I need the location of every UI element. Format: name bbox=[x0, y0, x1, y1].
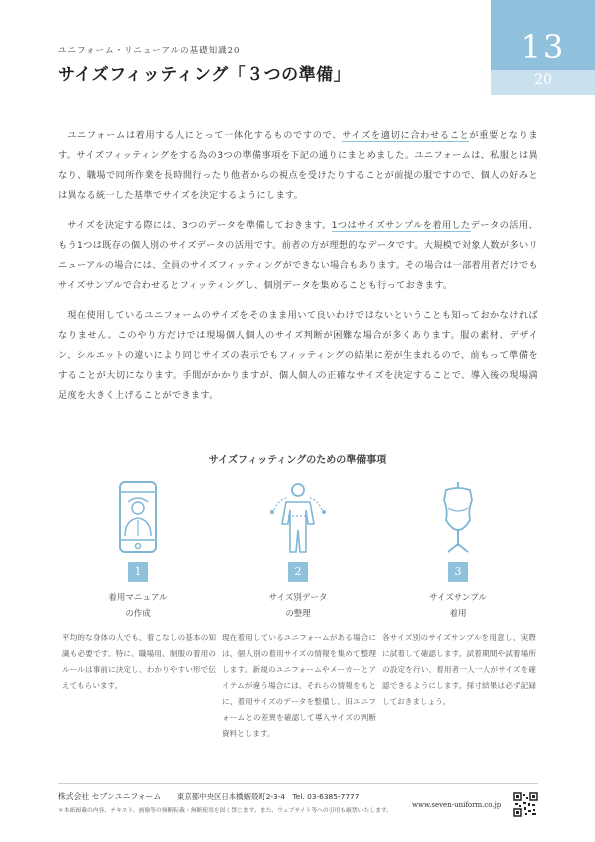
step-2-description: 現在着用しているユニフォームがある場合には、個人別の着用サイズの情報を集めて整理します。新規のユニフォームやメーカーとアイテムが違う場合には、それらの情報をもとに、着用サイズのデータを整備し、旧ユニフォームとの差異を確認して導入サイズの判断資料とします。 bbox=[222, 633, 376, 738]
step-3-description: 各サイズ別のサイズサンプルを用意し、実際に試着して確認します。試着期間や試着場所の設定を行い、着用者一人一人がサイズを確認できるようにします。採寸結果は必ず記録しておきましょう。 bbox=[382, 633, 536, 706]
body-text bbox=[58, 126, 538, 416]
step-2-label bbox=[218, 590, 378, 622]
paragraph-3 bbox=[58, 306, 538, 406]
paragraph-3-after: 現在使用しているユニフォームのサイズをそのまま用いて良いわけではないということも知っておかなければなりません。このやり方だけでは現場個人個人のサイズ判断が困難な場合が多くあります。服の素材、デザイン、シルエットの違いにより同じサイズの表示でもフィッティングの結果に差が生まれるので、前もって準備をすることが大切になります。手間がかかりますが、個人個人の正確なサイズを決定することで、導入後の現場満足度を大きく上げることができます。 bbox=[58, 310, 538, 401]
step-1-label-line2: の作成 bbox=[125, 609, 151, 619]
step-1-number: 1 bbox=[128, 562, 148, 582]
company-name: 株式会社 セブンユニフォーム bbox=[58, 792, 162, 801]
body-measurement-icon bbox=[258, 480, 338, 556]
paragraph-2-before: サイズを決定する際には、3つのデータを準備しておきます。 bbox=[67, 220, 332, 231]
paragraph-2 bbox=[58, 216, 538, 296]
step-2-number: 2 bbox=[288, 562, 308, 582]
step-3-number: 3 bbox=[448, 562, 468, 582]
step-1-label-line1: 着用マニュアル bbox=[108, 593, 168, 603]
section-title: サイズフィッティングのための準備事項 bbox=[208, 455, 387, 466]
copyright-note: ＊本紙掲載の内容、テキスト、画像等の無断転載・無断使用を固く禁じます。また、ウェブサイト等への引用も厳禁いたします。 bbox=[58, 808, 393, 814]
step-3-label-line1: サイズサンプル bbox=[429, 593, 487, 603]
paragraph-1-after: が重要となります。サイズフィッティングをする為の3つの準備事項を下記の通りにまとめました。ユニフォームは、私服とは異なり、職場で同所作業を長時間行ったり他者からの視点を受けたりすることが前提の服ですので、個人の好みとは異なる統一した基準でサイズを決定するようにします。 bbox=[58, 130, 538, 201]
footer-divider bbox=[58, 783, 538, 784]
step-2-label-line1: サイズ別データ bbox=[268, 593, 328, 603]
step-3-label bbox=[378, 590, 538, 622]
paragraph-1 bbox=[58, 126, 538, 206]
page-title: サイズフィッティング「３つの準備」 bbox=[58, 65, 352, 85]
step-3-label-line2: 着用 bbox=[449, 609, 467, 619]
page-number: 13 bbox=[520, 28, 566, 66]
paragraph-1-before: ユニフォームは着用する人にとって一体化するものですので、 bbox=[67, 130, 343, 141]
company-address: 東京都中央区日本橋蛎殻町2-3-4 Tel. 03-6385-7777 bbox=[177, 792, 360, 801]
qr-code-icon[interactable] bbox=[513, 792, 538, 817]
series-label: ユニフォーム・リニューアルの基礎知識20 bbox=[58, 46, 241, 56]
dress-form-icon bbox=[418, 480, 498, 556]
step-1-description: 平均的な身体の人でも、着こなしの基本の知識も必要です。特に、職場用、制服の着用のルールは事前に決定し、わかりやすい形で伝えてもらいます。 bbox=[62, 633, 216, 690]
page-number-box bbox=[491, 0, 595, 95]
paragraph-1-highlight: サイズを適切に合わせること bbox=[342, 130, 470, 141]
step-2-label-line2: の整理 bbox=[285, 609, 311, 619]
tablet-manual-icon bbox=[98, 480, 178, 556]
paragraph-2-after: データの活用、もう1つは既存の個人別のサイズデータの活用です。前者の方が理想的なデータです。大規模で対象人数が多いリニューアルの場合には、全員のサイズフィッティングができない場合もあります。その場合は一部着用者だけでもサイズサンプルで合わせるとフィッティングし、個別データを集めることも行っておきます。 bbox=[58, 220, 538, 291]
page-total: 20 bbox=[534, 72, 552, 88]
paragraph-2-highlight: 1つはサイズサンプルを着用した bbox=[331, 220, 471, 231]
website-link[interactable]: www.seven-uniform.co.jp bbox=[412, 801, 502, 809]
step-1-label bbox=[58, 590, 218, 622]
